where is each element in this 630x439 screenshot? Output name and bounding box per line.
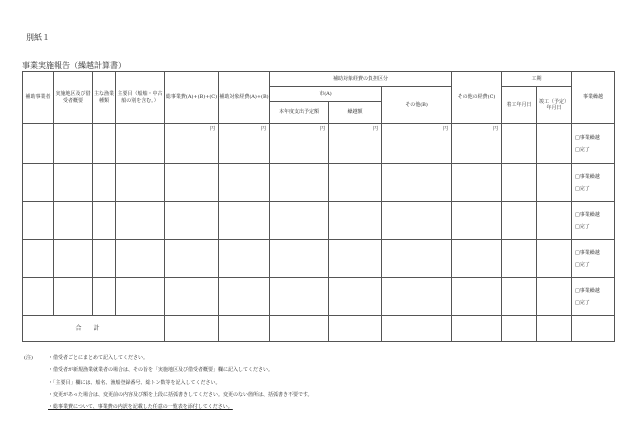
header-carryover: 繰越額	[329, 102, 382, 124]
header-other-expense: その他の経費(C)	[452, 72, 502, 124]
table-row	[23, 124, 615, 164]
note-item: ・総事業費について、事業費の内訳を記載した任意の一覧表を添付してください。	[48, 404, 233, 411]
report-table	[22, 71, 615, 342]
carryover-checkbox[interactable]: □事業繰越	[575, 173, 600, 180]
unit-label: 円	[219, 124, 270, 164]
carryover-checkbox[interactable]: □事業繰越	[575, 249, 600, 256]
complete-checkbox[interactable]: □完了	[575, 299, 590, 306]
table-row	[23, 278, 615, 316]
note-item: ・変更があった場合は、変更前の内容及び額を上段に括弧書きしてください。変更のない箇所は、括弧書き不要です。	[48, 391, 313, 398]
note-item: ・借受者が新規漁業就業者の場合は、その旨を「実施地区及び借受者概要」欄に記入してください。	[48, 367, 274, 374]
header-fishery: 主な漁業種類	[93, 72, 116, 124]
complete-checkbox[interactable]: □完了	[575, 185, 590, 192]
complete-checkbox[interactable]: □完了	[575, 223, 590, 230]
document-title: 事業実施報告（繰越計算書）	[22, 61, 126, 70]
header-area: 実施地区及び借受者概要	[54, 72, 93, 124]
unit-label: 円	[165, 124, 219, 164]
header-total-cost: 総事業費(A)+(B)+(C)	[165, 72, 219, 124]
header-subsidy-cost: 補助対象経費(A)+(B)	[219, 72, 270, 124]
carryover-checkbox[interactable]: □事業繰越	[575, 287, 600, 294]
unit-label: 円	[382, 124, 452, 164]
note-item: ・「主要目」欄には、船名、漁船登録番号、総トン数等を記入してください。	[48, 379, 221, 386]
complete-checkbox[interactable]: □完了	[575, 261, 590, 268]
header-this-year: 本年度支出予定額	[270, 102, 329, 124]
status-cell	[572, 278, 615, 316]
total-row	[23, 316, 615, 342]
status-cell	[572, 240, 615, 278]
note-item: ・借受者ごとにまとめて記入してください。	[48, 355, 149, 361]
header-share-group: 補助対象経費の負担区分	[270, 72, 452, 87]
status-cell	[572, 164, 615, 202]
table-row	[23, 202, 615, 240]
header-start-date: 着工年月日	[502, 87, 537, 124]
unit-label: 円	[452, 124, 502, 164]
header-applicant: 補助事業者	[23, 72, 54, 124]
header-finish-date: 竣工（予定）年月日	[537, 87, 572, 124]
unit-label: 円	[329, 124, 382, 164]
status-cell	[572, 202, 615, 240]
complete-checkbox[interactable]: □完了	[575, 146, 590, 153]
notes-prefix: (注)	[24, 355, 33, 361]
status-cell	[572, 124, 615, 164]
header-specs: 主要目（船舶・中古船の別を含む。）	[116, 72, 165, 124]
notes	[24, 352, 313, 413]
unit-label: 円	[270, 124, 329, 164]
table-row	[23, 240, 615, 278]
page-label: 別紙１	[26, 33, 50, 42]
carryover-checkbox[interactable]: □事業繰越	[575, 211, 600, 218]
header-city: 市(A)	[270, 87, 382, 102]
header-schedule: 工期	[502, 72, 572, 87]
carryover-checkbox[interactable]: □事業繰越	[575, 134, 600, 141]
table-row	[23, 164, 615, 202]
header-project-carryover: 事業繰越	[572, 72, 615, 124]
total-label: 合計	[23, 316, 165, 342]
header-other: その他(B)	[382, 87, 452, 124]
